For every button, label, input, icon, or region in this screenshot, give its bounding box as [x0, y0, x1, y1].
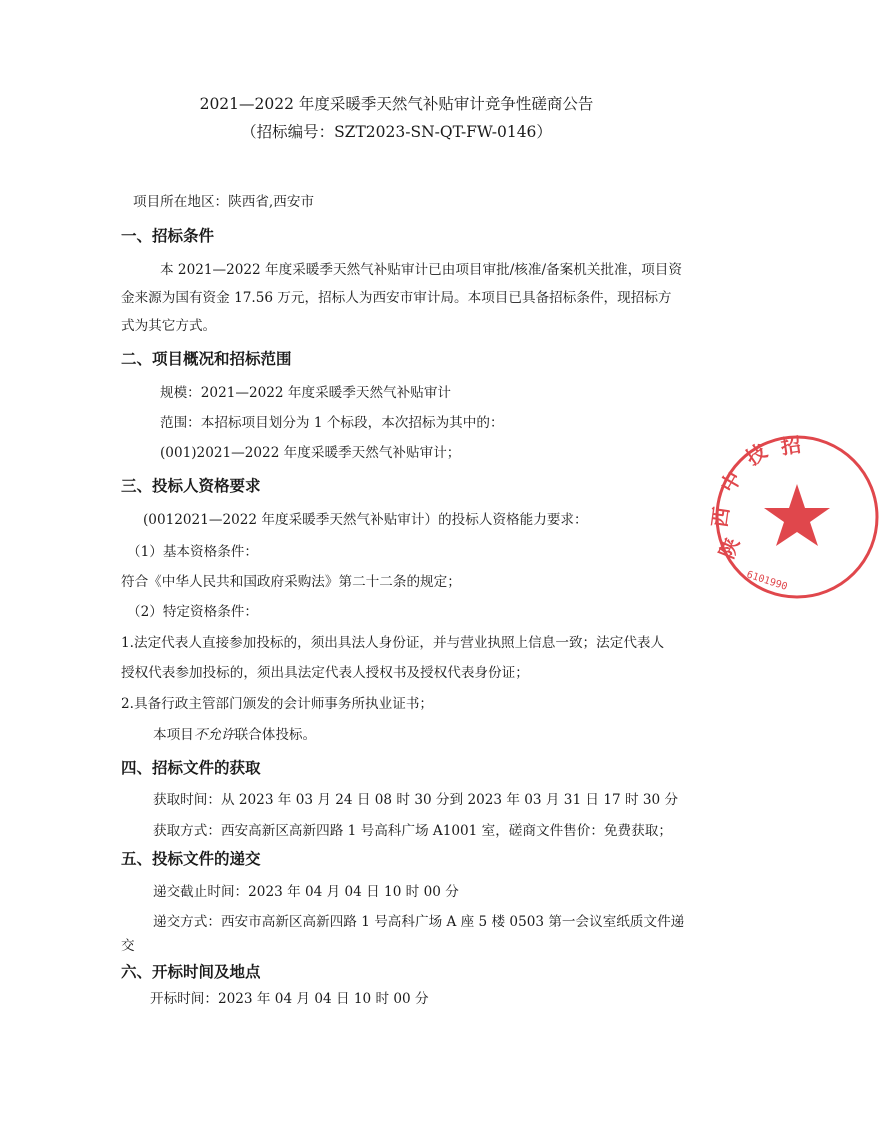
project-location: 项目所在地区：陕西省,西安市 [133, 194, 315, 210]
project-range: 范围：本招标项目划分为 1 个标段，本次招标为其中的： [160, 415, 504, 431]
notice-title: 2021—2022 年度采暖季天然气补贴审计竞争性磋商公告 [199, 95, 594, 113]
document-obtain-time: 获取时间：从 2023 年 03 月 24 日 08 时 30 分到 2023 年 03 月 31 日 17 时 30 分 [153, 792, 679, 808]
submission-method-line-1: 递交方式：西安市高新区高新四路 1 号高科广场 A 座 5 楼 0503 第一会议室纸质文件递 [153, 914, 685, 930]
seal-star-icon [764, 484, 830, 546]
tender-number: （招标编号：SZT2023-SN-QT-FW-0146） [241, 123, 552, 141]
seal-char-2: 西 [707, 505, 734, 529]
basic-qualification-label: （1）基本资格条件： [127, 544, 258, 560]
special-item-2: 2.具备行政主管部门颁发的会计师事务所执业证书； [121, 696, 434, 712]
section-1-paragraph-line-3: 式为其它方式。 [121, 318, 217, 334]
seal-code: 6101990 [745, 569, 789, 593]
project-scale: 规模：2021—2022 年度采暖季天然气补贴审计 [160, 385, 452, 401]
section-4-heading: 四、招标文件的获取 [121, 759, 261, 777]
joint-bidding-prefix: 本项目 [153, 727, 194, 743]
seal-char-3: 中 [715, 467, 747, 497]
section-5-heading: 五、投标文件的递交 [121, 850, 261, 868]
seal-char-1: 陕 [714, 534, 745, 562]
section-3-heading: 三、投标人资格要求 [121, 477, 261, 495]
special-item-1-line-2: 授权代表参加投标的，须出具法定代表人授权书及授权代表身份证； [121, 665, 529, 681]
special-qualification-label: （2）特定资格条件： [127, 604, 258, 620]
submission-method-line-2: 交 [121, 938, 135, 954]
section-1-heading: 一、招标条件 [121, 227, 215, 245]
joint-bidding-emphasis: 不允许 [193, 727, 235, 743]
qualification-intro: (0012021—2022 年度采暖季天然气补贴审计）的投标人资格能力要求： [143, 512, 588, 528]
section-2-heading: 二、项目概况和招标范围 [121, 350, 292, 368]
submission-deadline: 递交截止时间：2023 年 04 月 04 日 10 时 00 分 [153, 884, 459, 900]
seal-char-4: 技 [741, 438, 772, 471]
section-1-paragraph-line-1: 本 2021—2022 年度采暖季天然气补贴审计已由项目审批/核准/备案机关批准，项目资 [160, 262, 682, 278]
project-lot: (001)2021—2022 年度采暖季天然气补贴审计； [160, 445, 461, 461]
document-obtain-method: 获取方式：西安高新区高新四路 1 号高科广场 A1001 室，磋商文件售价：免费获取； [153, 823, 672, 839]
seal-char-5: 招 [779, 432, 803, 459]
special-item-1-line-1: 1.法定代表人直接参加投标的，须出具法人身份证，并与营业执照上信息一致；法定代表人 [121, 635, 665, 651]
basic-qualification-text: 符合《中华人民共和国政府采购法》第二十二条的规定； [121, 574, 461, 590]
bid-opening-time: 开标时间：2023 年 04 月 04 日 10 时 00 分 [150, 991, 429, 1007]
section-1-paragraph-line-2: 金来源为国有资金 17.56 万元，招标人为西安市审计局。本项目已具备招标条件，现招标方 [121, 290, 672, 306]
company-seal [707, 432, 882, 602]
section-6-heading: 六、开标时间及地点 [121, 963, 261, 981]
joint-bidding-note [153, 726, 316, 744]
joint-bidding-suffix: 联合体投标。 [234, 727, 317, 743]
